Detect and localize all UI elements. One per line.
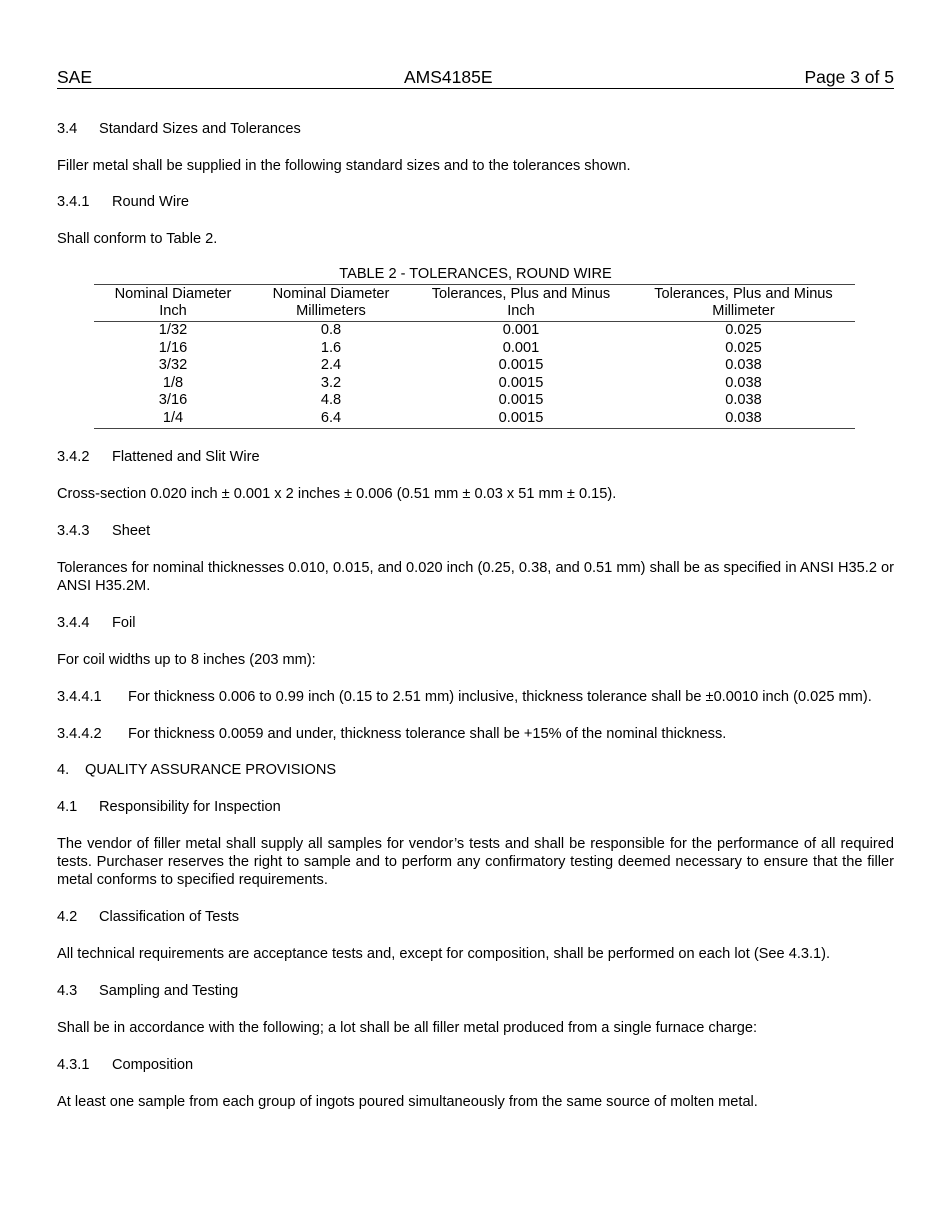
table-cell: 0.0015 — [498, 392, 544, 409]
paragraph-3-4-4: For coil widths up to 8 inches (203 mm): — [57, 651, 316, 668]
section-title: Sampling and Testing — [99, 982, 239, 999]
column-header: Nominal Diameter Millimeters — [272, 286, 390, 319]
table-cell: 0.0015 — [498, 357, 544, 374]
section-heading-3-4-1 — [57, 193, 894, 211]
paragraph-3-4-1: Shall conform to Table 2. — [57, 231, 218, 247]
section-title: Standard Sizes and Tolerances — [99, 121, 301, 137]
table-cell: 4.8 — [320, 392, 342, 409]
column-header: Tolerances, Plus and Minus Millimeter — [654, 286, 833, 319]
table-cell: 0.038 — [725, 357, 762, 374]
section-number: 4.2 — [57, 908, 78, 925]
section-heading-3-4-2 — [57, 448, 894, 466]
document-page — [57, 66, 894, 1111]
section-number: 3.4.4 — [57, 614, 90, 631]
section-title: QUALITY ASSURANCE PROVISIONS — [85, 761, 337, 778]
paragraph-4-3-1: At least one sample from each group of ingots poured simultaneously from the same source of molten metal. — [57, 1093, 758, 1110]
table-row — [94, 410, 855, 428]
section-number: 3.4.1 — [57, 194, 90, 210]
paragraph-3-4-2: Cross-section 0.020 inch ± 0.001 x 2 inches ± 0.006 (0.51 mm ± 0.03 x 51 mm ± 0.15). — [57, 485, 617, 502]
table-cell: 0.0015 — [498, 374, 544, 391]
table-cell: 0.001 — [502, 322, 540, 338]
paragraph-3-4-4-2 — [57, 725, 894, 743]
section-number: 3.4.4.2 — [57, 725, 102, 742]
table-row — [94, 392, 855, 410]
section-number: 4. — [57, 761, 70, 778]
table-cell: 0.038 — [725, 392, 762, 409]
paragraph-3-4-3: Tolerances for nominal thicknesses 0.010, 0.015, and 0.020 inch (0.25, 0.38, and 0.51 mm) shall be as specified in ANSI H35.2 or ANSI H35.2M. — [57, 559, 894, 594]
table-cell: 0.025 — [725, 339, 762, 356]
tolerance-table — [94, 284, 855, 429]
section-heading-4 — [57, 761, 894, 779]
table-cell: 0.0015 — [498, 409, 544, 426]
section-title: Sheet — [112, 522, 151, 539]
paragraph-4-1: The vendor of filler metal shall supply all samples for vendor’s tests and shall be responsible for the performance of all required tests. Purchaser reserves the right to sample and to perform any confirmatory testing deemed necessary to ensure that the filler metal conforms to specified requirements. — [57, 835, 894, 888]
table-cell: 1/8 — [162, 374, 184, 391]
table-cell: 1/4 — [162, 409, 184, 426]
table-cell: 1/32 — [158, 322, 188, 338]
table-caption: TABLE 2 - TOLERANCES, ROUND WIRE — [339, 266, 612, 282]
section-heading-4-3 — [57, 982, 894, 1000]
table-cell: 6.4 — [320, 409, 342, 426]
table-cell: 0.001 — [502, 339, 540, 356]
table-cell: 3/16 — [158, 392, 188, 409]
column-header: Tolerances, Plus and Minus Inch — [431, 286, 611, 319]
section-number: 3.4.2 — [57, 448, 90, 465]
table-cell: 1/16 — [158, 339, 188, 356]
table-row — [94, 340, 855, 358]
table-cell: 3/32 — [158, 357, 188, 374]
paragraph-text: For thickness 0.0059 and under, thickness tolerance shall be +15% of the nominal thickness. — [128, 725, 727, 742]
table-cell: 1.6 — [320, 339, 342, 356]
section-heading-4-3-1 — [57, 1056, 894, 1074]
paragraph-4-3: Shall be in accordance with the following; a lot shall be all filler metal produced from a single furnace charge: — [57, 1019, 758, 1036]
table-row — [94, 357, 855, 375]
section-number: 3.4.4.1 — [57, 688, 102, 705]
table-cell: 0.025 — [725, 322, 762, 338]
table-row — [94, 375, 855, 393]
table-cell: 0.038 — [725, 374, 762, 391]
table-cell: 0.8 — [320, 322, 342, 338]
section-title: Flattened and Slit Wire — [112, 448, 260, 465]
section-title: Responsibility for Inspection — [99, 798, 281, 815]
section-number: 3.4.3 — [57, 522, 90, 539]
section-number: 3.4 — [57, 121, 78, 137]
section-heading-3-4-4 — [57, 614, 894, 632]
table-row — [94, 322, 855, 340]
section-heading-3-4 — [57, 120, 894, 138]
section-number: 4.3 — [57, 982, 78, 999]
section-number: 4.3.1 — [57, 1056, 90, 1073]
header-page-number: Page 3 of 5 — [804, 67, 894, 87]
column-header: Nominal Diameter Inch — [114, 286, 232, 319]
header-org: SAE — [57, 67, 93, 87]
header-doc-number: AMS4185E — [403, 67, 493, 87]
paragraph-text: For thickness 0.006 to 0.99 inch (0.15 to 2.51 mm) inclusive, thickness tolerance shall be ±0.0010 inch (0.025 mm). — [128, 688, 872, 705]
section-heading-4-2 — [57, 908, 894, 926]
section-title: Classification of Tests — [99, 908, 240, 925]
section-title: Foil — [112, 614, 136, 631]
section-number: 4.1 — [57, 798, 78, 815]
paragraph-3-4: Filler metal shall be supplied in the following standard sizes and to the tolerances shown. — [57, 158, 631, 174]
section-heading-3-4-3 — [57, 522, 894, 540]
page-header — [57, 66, 894, 89]
paragraph-3-4-4-1 — [57, 688, 894, 706]
section-title: Round Wire — [112, 194, 190, 210]
paragraph-4-2: All technical requirements are acceptance tests and, except for composition, shall be performed on each lot (See 4.3.1). — [57, 945, 831, 962]
table-header-row — [94, 285, 855, 322]
section-heading-4-1 — [57, 798, 894, 816]
table-cell: 2.4 — [320, 357, 342, 374]
table-cell: 0.038 — [725, 409, 762, 426]
table-cell: 3.2 — [320, 374, 342, 391]
section-title: Composition — [112, 1056, 194, 1073]
